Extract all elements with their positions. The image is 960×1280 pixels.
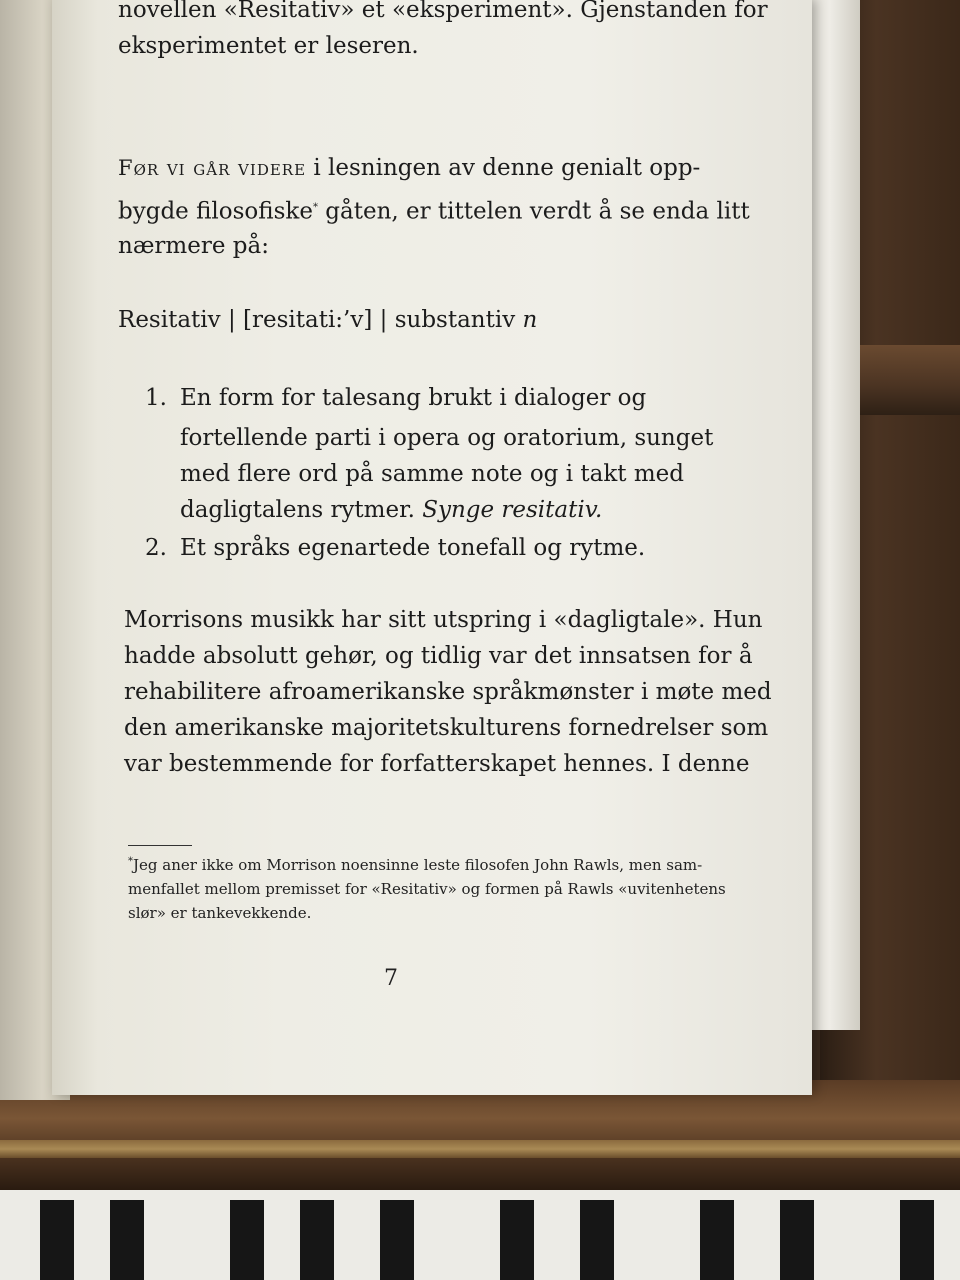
usage-example: Synge resitativ. [422, 497, 603, 523]
text-line: novellen «Resitativ» et «eksperiment». Gjenstanden for [118, 0, 768, 23]
definition-line: fortellende parti i opera og oratorium, sunget [180, 425, 714, 451]
definition-line: Et språks egenartede tonefall og rytme. [180, 535, 646, 561]
definition-line: En form for talesang brukt i dialoger og [180, 385, 647, 411]
footnote-marker: * [312, 202, 318, 213]
piano-black-key [230, 1200, 264, 1280]
paragraph-line: rehabilitere afroamerikanske språkmønster i møte med [124, 679, 772, 705]
paragraph-line: den amerikanske majoritetskulturens fornedrelser som [124, 715, 769, 741]
piano-black-key [780, 1200, 814, 1280]
paragraph-line: Morrisons musikk har sitt utspring i «dagligtale». Hun [124, 607, 763, 633]
definition-line: med flere ord på samme note og i takt med [180, 461, 684, 487]
paragraph-line: hadde absolutt gehør, og tidlig var det innsatsen for å [124, 643, 753, 669]
text-fragment: gåten, er tittelen verdt å se enda litt [317, 198, 750, 225]
text-line: eksperimentet er leseren. [118, 33, 419, 59]
piano-black-key [380, 1200, 414, 1280]
piano-black-key [580, 1200, 614, 1280]
text-fragment: Jeg aner ikke om Morrison noensinne leste filosofen John Rawls, men sam- [133, 856, 703, 874]
headword-text: Resitativ | [resitati:’v] | substantiv [118, 307, 516, 333]
text-fragment: i lesningen av denne genialt opp- [306, 155, 701, 181]
dictionary-headword [118, 302, 688, 338]
text-fragment: dagligtalens rytmer. [180, 497, 423, 523]
wooden-shelf [0, 1080, 960, 1190]
section-line-1 [118, 150, 701, 186]
brass-trim [0, 1140, 960, 1158]
piano-black-key [700, 1200, 734, 1280]
smallcaps-lead: Før vi går videre [118, 156, 307, 180]
piano-black-key [300, 1200, 334, 1280]
footnote-line [128, 850, 703, 877]
footnote-line: slør» er tankevekkende. [128, 904, 312, 922]
footnote-marker: * [128, 856, 133, 867]
piano-black-key [500, 1200, 534, 1280]
part-of-speech: n [522, 307, 538, 333]
definition-number: 2. [145, 535, 167, 561]
definition-number: 1. [145, 385, 167, 411]
text-fragment: bygde filosofiske [118, 198, 313, 225]
section-line-2 [118, 190, 750, 230]
piano-black-key [900, 1200, 934, 1280]
piano-black-key [110, 1200, 144, 1280]
paragraph-line: var bestemmende for forfatterskapet hennes. I denne [124, 751, 750, 777]
piano-black-key [40, 1200, 74, 1280]
footnote-rule [128, 845, 192, 846]
section-line-3: nærmere på: [118, 233, 269, 259]
footnote-line: menfallet mellom premisset for «Resitativ» og formen på Rawls «uvitenhetens [128, 880, 726, 898]
definition-line [180, 492, 602, 528]
piano-keys [0, 1190, 960, 1280]
footnote [128, 850, 726, 925]
page-number: 7 [384, 966, 398, 991]
